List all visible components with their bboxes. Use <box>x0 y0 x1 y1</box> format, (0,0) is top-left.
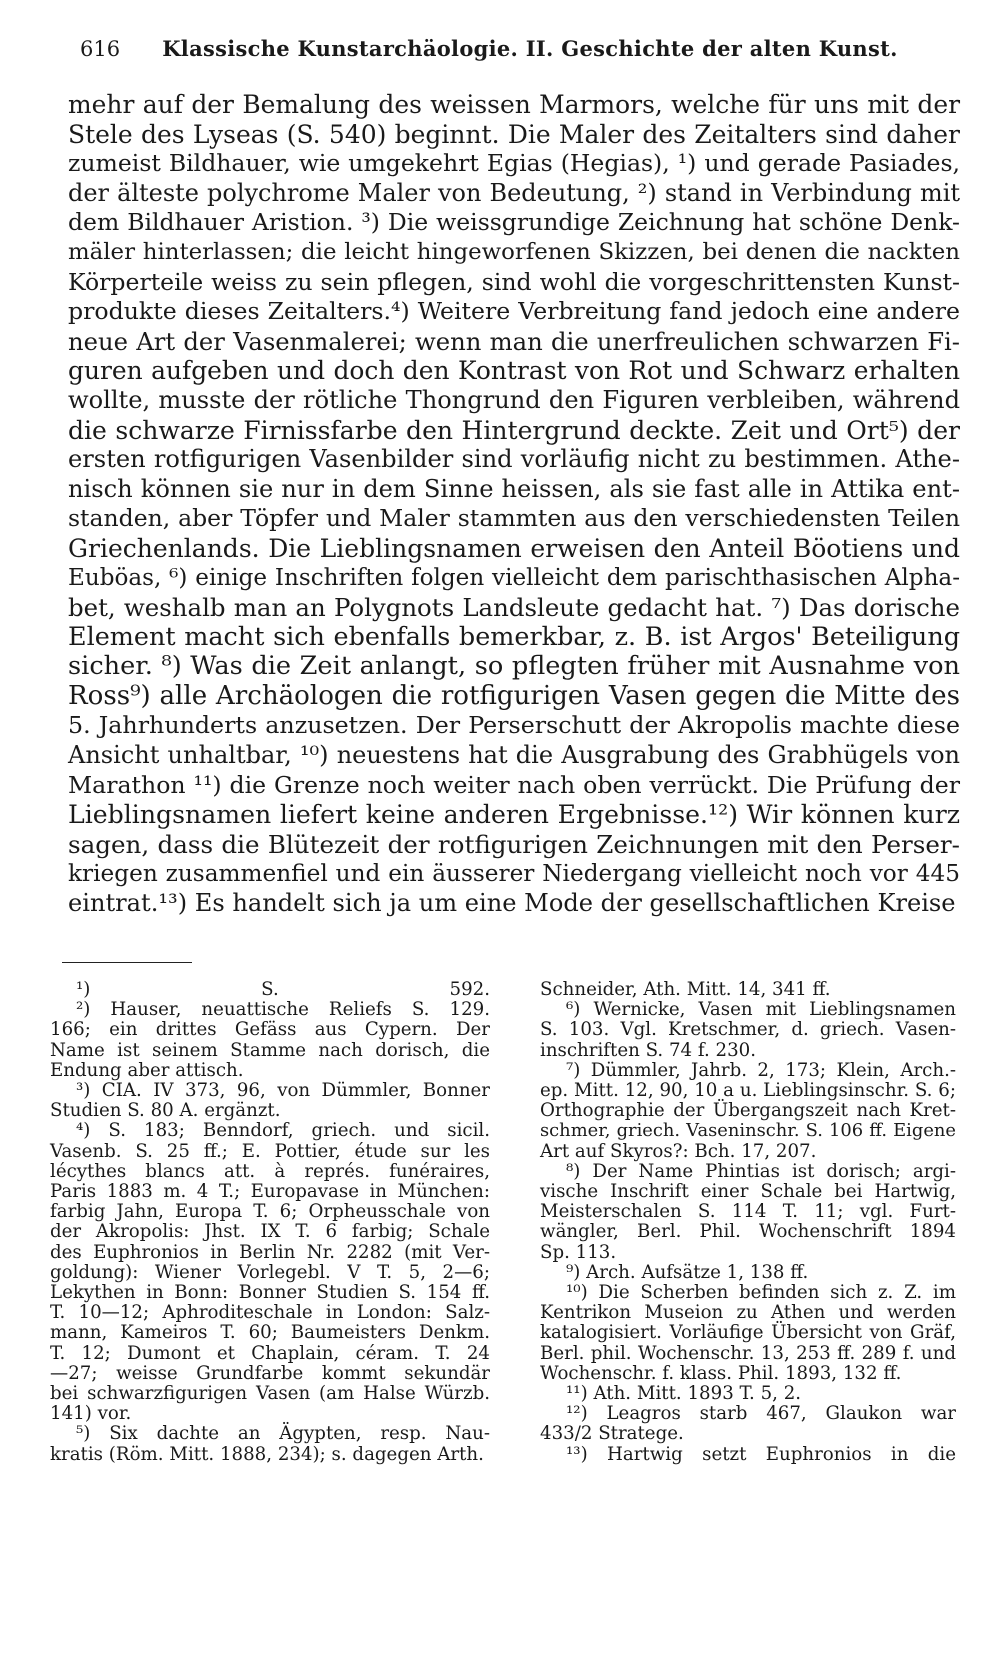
body-text-line: eintrat.¹³) Es handelt sich ja um eine Mode der gesellschaftlichen Kreise <box>68 889 956 918</box>
body-text-line: Lieblingsnamen liefert keine anderen Ergebnisse.¹²) Wir können kurz <box>68 800 960 830</box>
body-text-line: Euböas, ⁶) einige Inschriften folgen vielleicht dem parischthasischen Alpha- <box>68 564 960 591</box>
footnote-line: ¹³) Hartwig setzt Euphronios in die <box>566 1443 956 1465</box>
body-text-line: bet, weshalb man an Polygnots Landsleute gedacht hat. ⁷) Das dorische <box>68 593 960 623</box>
body-text-line: guren aufgeben und doch den Kontrast von Rot und Schwarz erhalten <box>68 356 960 386</box>
running-header <box>80 36 920 76</box>
footnote-line: Name ist seinem Stamme nach dorisch, die <box>50 1039 490 1061</box>
footnote-line: inschriften S. 74 f. 230. <box>540 1039 757 1061</box>
body-text-line: sicher. ⁸) Was die Zeit anlangt, so pflegten früher mit Ausnahme von <box>68 651 960 682</box>
footnote-line: Vasenb. S. 25 ff.; E. Pottier, étude sur les <box>50 1140 490 1162</box>
footnote-line: 166; ein drittes Gefäss aus Cypern. Der <box>50 1019 490 1041</box>
body-text-line: dem Bildhauer Aristion. ³) Die weissgrundige Zeichnung hat schöne Denk- <box>68 208 960 237</box>
running-title: Klassische Kunstarchäologie. II. Geschichte der alten Kunst. <box>162 36 898 61</box>
footnote-line: Orthographie der Übergangszeit nach Kret- <box>540 1100 956 1122</box>
footnote-line: vische Inschrift einer Schale bei Hartwig, <box>540 1181 956 1203</box>
footnote-line: ³) CIA. IV 373, 96, von Dümmler, Bonner <box>76 1080 490 1102</box>
footnote-line: ¹) S. 592. <box>76 979 490 1000</box>
body-text-line: neue Art der Vasenmalerei; wenn man die unerfreulichen schwarzen Fi- <box>68 326 960 356</box>
footnotes-right-column <box>540 980 956 1465</box>
footnote-line: mann, Kameiros T. 60; Baumeisters Denkm. <box>50 1322 490 1344</box>
body-text-line: Ansicht unhaltbar, ¹⁰) neuestens hat die Ausgrabung des Grabhügels von <box>68 741 960 770</box>
footnote-line: schmer, griech. Vaseninschr. S. 106 ff. Eigene <box>540 1120 956 1142</box>
footnote-separator-rule <box>62 962 192 963</box>
footnote-line: kratis (Röm. Mitt. 1888, 234); s. dagegen Arth. <box>50 1443 484 1465</box>
footnote-line: ²) Hauser, neuattische Reliefs S. 129. <box>76 999 490 1021</box>
footnote-line: ⁶) Wernicke, Vasen mit Lieblingsnamen <box>566 999 956 1021</box>
footnote-line: T. 10—12; Aphroditeschale in London: Salz- <box>50 1302 490 1324</box>
main-text-block <box>68 90 960 919</box>
body-text-line: mehr auf der Bemalung des weissen Marmors, welche für uns mit der <box>68 90 960 119</box>
footnote-line: Paris 1883 m. 4 T.; Europavase in München: <box>50 1181 490 1203</box>
body-text-line: sagen, dass die Blütezeit der rotfigurigen Zeichnungen mit den Perser- <box>68 829 960 859</box>
footnote-line: ¹¹) Ath. Mitt. 1893 T. 5, 2. <box>566 1383 802 1405</box>
footnote-line: Endung aber attisch. <box>50 1059 244 1081</box>
footnote-line: Lekythen in Bonn: Bonner Studien S. 154 ff. <box>50 1282 490 1304</box>
page-number: 616 <box>80 37 121 61</box>
footnote-line: ⁸) Der Name Phintias ist dorisch; argi- <box>566 1160 956 1182</box>
footnote-line: S. 103. Vgl. Kretschmer, d. griech. Vasen- <box>540 1019 956 1041</box>
footnote-line: Art auf Skyros?: Bch. 17, 207. <box>540 1140 817 1162</box>
footnote-line: ⁹) Arch. Aufsätze 1, 138 ff. <box>566 1261 809 1283</box>
footnote-line: ⁵) Six dachte an Ägypten, resp. Nau- <box>76 1423 490 1445</box>
body-text-line: der älteste polychrome Maler von Bedeutung, ²) stand in Verbindung mit <box>68 178 960 207</box>
footnote-line: Berl. phil. Wochenschr. 13, 253 ff. 289 f. und <box>540 1342 956 1364</box>
body-text-line: Griechenlands. Die Lieblingsnamen erweisen den Anteil Böotiens und <box>68 533 960 563</box>
footnote-line: Schneider, Ath. Mitt. 14, 341 ff. <box>540 979 831 1000</box>
footnote-line: wängler, Berl. Phil. Wochenschrift 1894 <box>540 1221 956 1243</box>
footnote-line: des Euphronios in Berlin Nr. 2282 (mit Ver- <box>50 1241 490 1263</box>
body-text-line: produkte dieses Zeitalters.⁴) Weitere Verbreitung fand jedoch eine andere <box>68 297 960 326</box>
body-text-line: zumeist Bildhauer, wie umgekehrt Egias (Hegias), ¹) und gerade Pasiades, <box>68 149 960 178</box>
footnote-line: lécythes blancs att. à représ. funéraires, <box>50 1160 490 1182</box>
footnote-line: bei schwarzfigurigen Vasen (am Halse Würzb. <box>50 1383 490 1405</box>
body-text-line: die schwarze Firnissfarbe den Hintergrund deckte. Zeit und Ort⁵) der <box>68 415 960 445</box>
footnote-line: Wochenschr. f. klass. Phil. 1893, 132 ff. <box>540 1362 902 1384</box>
body-text-line: kriegen zusammenfiel und ein äusserer Niedergang vielleicht noch vor 445 <box>68 860 960 888</box>
footnote-line: Studien S. 80 A. ergänzt. <box>50 1100 281 1122</box>
body-text-line: Stele des Lyseas (S. 540) beginnt. Die Maler des Zeitalters sind daher <box>68 119 960 149</box>
footnote-line: Kentrikon Museion zu Athen und werden <box>540 1302 956 1324</box>
footnote-line: farbig Jahn, Europa T. 6; Orpheusschale von <box>50 1201 490 1223</box>
body-text-line: standen, aber Töpfer und Maler stammten aus den verschiedensten Teilen <box>68 504 960 533</box>
body-text-line: nisch können sie nur in dem Sinne heissen, als sie fast alle in Attika ent- <box>68 474 960 503</box>
body-text-line: Element macht sich ebenfalls bemerkbar, z. B. ist Argos' Beteiligung <box>68 621 960 652</box>
body-text-line: mäler hinterlassen; die leicht hingeworfenen Skizzen, bei denen die nackten <box>68 238 960 265</box>
footnote-line: ⁴) S. 183; Benndorf, griech. und sicil. <box>76 1120 490 1142</box>
footnotes-left-column <box>50 980 490 1465</box>
footnote-line: ¹²) Leagros starb 467, Glaukon war <box>566 1403 956 1425</box>
footnote-line: ⁷) Dümmler, Jahrb. 2, 173; Klein, Arch.- <box>566 1059 956 1081</box>
body-text-line: Ross⁹) alle Archäologen die rotfigurigen Vasen gegen die Mitte des <box>68 680 960 711</box>
footnote-line: goldung): Wiener Vorlegebl. V T. 5, 2—6; <box>50 1261 490 1283</box>
footnote-line: ¹⁰) Die Scherben befinden sich z. Z. im <box>566 1282 956 1304</box>
body-text-line: wollte, musste der rötliche Thongrund den Figuren verbleiben, während <box>68 385 960 414</box>
footnote-line: der Akropolis: Jhst. IX T. 6 farbig; Schale <box>50 1221 490 1243</box>
footnote-line: Sp. 113. <box>540 1241 617 1263</box>
footnote-line: 141) vor. <box>50 1403 132 1425</box>
body-text-line: ersten rotfigurigen Vasenbilder sind vorläufig nicht zu bestimmen. Athe- <box>68 445 960 474</box>
body-text-line: 5. Jahrhunderts anzusetzen. Der Perserschutt der Akropolis machte diese <box>68 711 960 740</box>
footnote-line: 433/2 Stratege. <box>540 1423 684 1445</box>
footnote-line: T. 12; Dumont et Chaplain, céram. T. 24 <box>50 1342 490 1364</box>
body-text-line: Marathon ¹¹) die Grenze noch weiter nach oben verrückt. Die Prüfung der <box>68 770 960 799</box>
footnote-line: —27; weisse Grundfarbe kommt sekundär <box>50 1362 490 1384</box>
body-text-line: Körperteile weiss zu sein pflegen, sind wohl die vorgeschrittensten Kunst- <box>68 267 960 296</box>
footnote-line: ep. Mitt. 12, 90, 10 a u. Lieblingsinschr. S. 6; <box>540 1080 956 1102</box>
footnote-line: Meisterschalen S. 114 T. 11; vgl. Furt- <box>540 1201 956 1223</box>
footnote-line: katalogisiert. Vorläufige Übersicht von Gräf, <box>540 1322 956 1344</box>
